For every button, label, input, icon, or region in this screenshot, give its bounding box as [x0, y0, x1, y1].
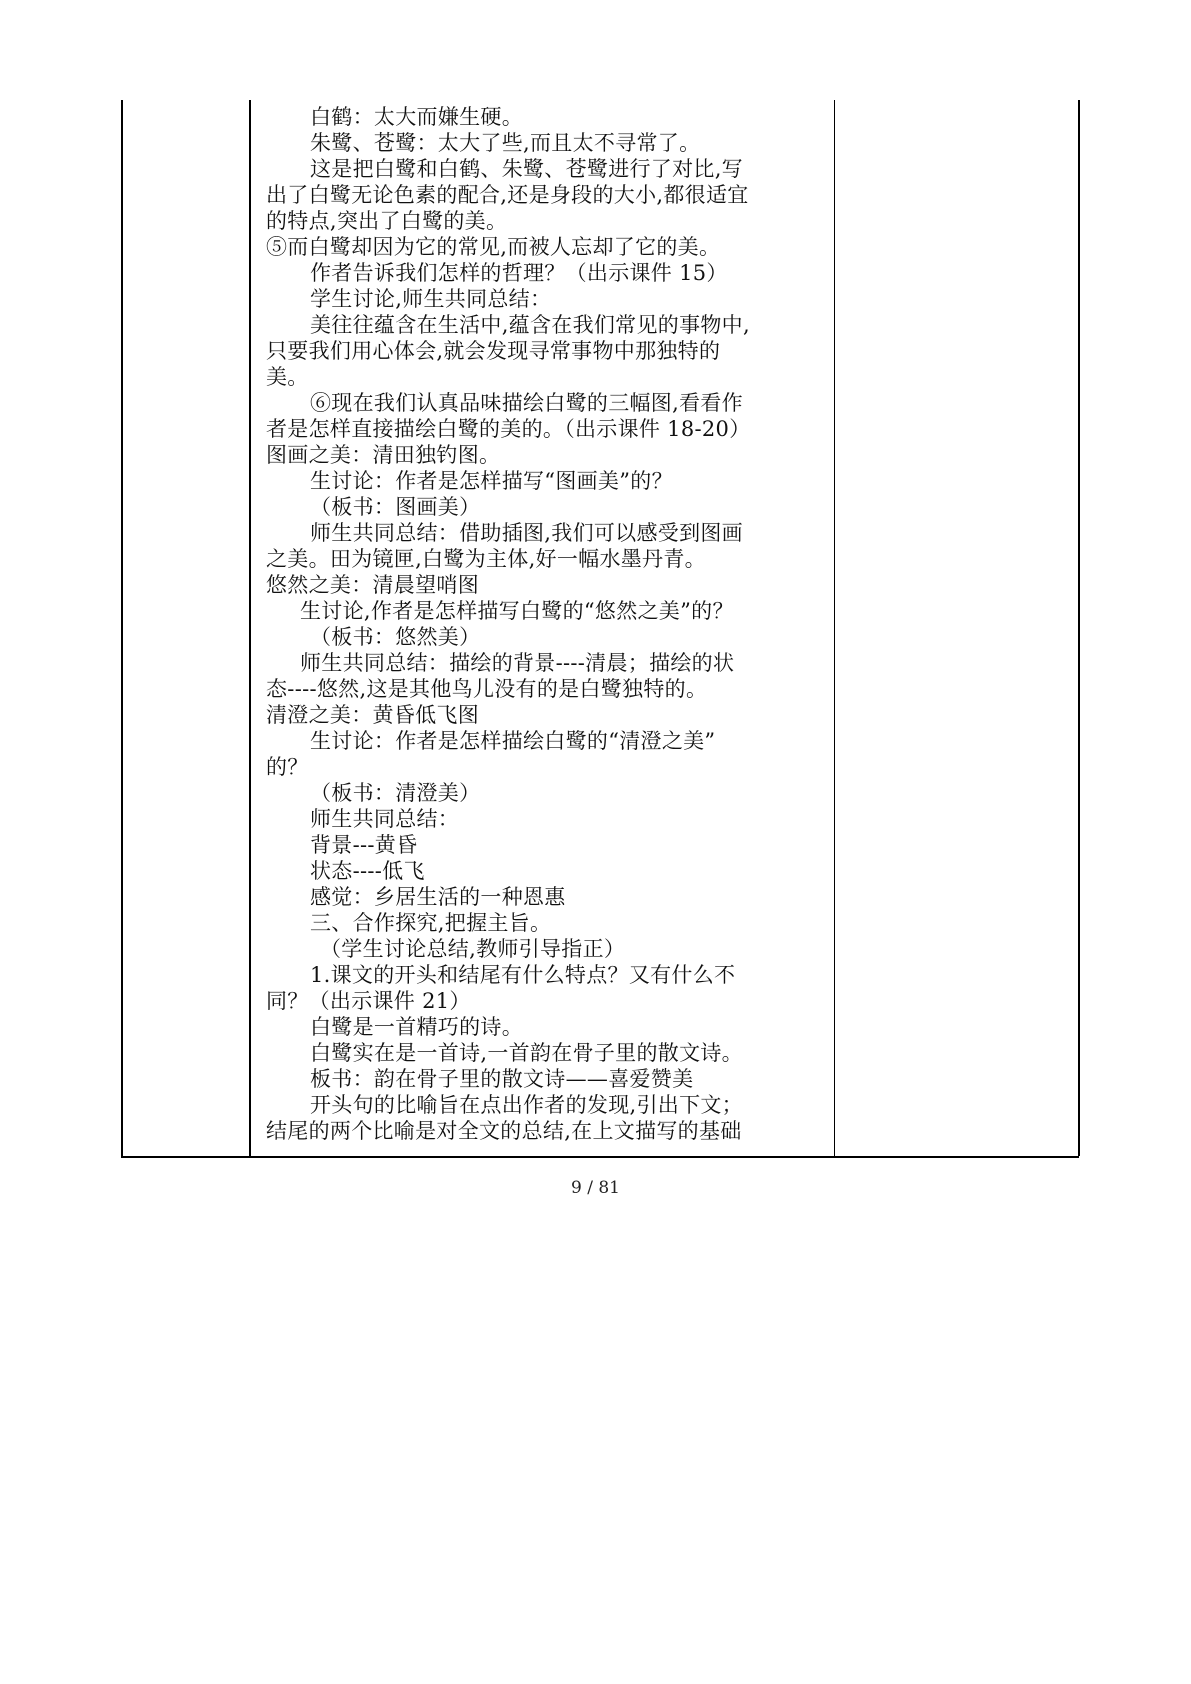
- text-line: 之美。田为镜匣,白鹭为主体,好一幅水墨丹青。: [266, 547, 706, 571]
- text-line: 师生共同总结：描绘的背景----清晨；描绘的状: [300, 651, 735, 675]
- text-line: 三、合作探究,把握主旨。: [310, 911, 552, 935]
- text-line: 朱鹭、苍鹭：太大了些,而且太不寻常了。: [310, 131, 701, 155]
- text-line: 开头句的比喻旨在点出作者的发现,引出下文；: [310, 1093, 743, 1117]
- text-line: 板书：韵在骨子里的散文诗——喜爱赞美: [310, 1067, 694, 1091]
- text-line: 生讨论：作者是怎样描绘白鹭的“清澄之美”: [310, 729, 716, 753]
- text-line: 这是把白鹭和白鹤、朱鹭、苍鹭进行了对比,写: [310, 157, 743, 181]
- table-divider-2: [834, 100, 835, 1156]
- text-line: 悠然之美：清晨望哨图: [266, 573, 479, 597]
- text-line: 只要我们用心体会,就会发现寻常事物中那独特的: [266, 339, 721, 363]
- text-line: （板书：图画美）: [310, 495, 481, 519]
- text-line: （板书：悠然美）: [310, 625, 481, 649]
- page-number: 9 / 81: [571, 1178, 620, 1198]
- text-line: 同？（出示课件 21）: [266, 989, 471, 1013]
- text-line: 生讨论,作者是怎样描写白鹭的“悠然之美”的？: [300, 599, 734, 623]
- text-line: 白鹤：太大而嫌生硬。: [310, 105, 523, 129]
- text-line: ⑤而白鹭却因为它的常见,而被人忘却了它的美。: [266, 235, 721, 259]
- text-line: ⑥现在我们认真品味描绘白鹭的三幅图,看看作: [310, 391, 743, 415]
- text-line: 师生共同总结：借助插图,我们可以感受到图画: [310, 521, 743, 545]
- text-line: 美往往蕴含在生活中,蕴含在我们常见的事物中,: [310, 313, 750, 337]
- text-line: 白鹭是一首精巧的诗。: [310, 1015, 523, 1039]
- text-line: 者是怎样直接描绘白鹭的美的。（出示课件 18-20）: [266, 417, 751, 441]
- text-line: 生讨论：作者是怎样描写“图画美”的？: [310, 469, 673, 493]
- text-line: 学生讨论,师生共同总结：: [310, 287, 552, 311]
- text-line: 背景---黄昏: [310, 833, 418, 857]
- text-line: 状态----低飞: [310, 859, 425, 883]
- text-line: 态----悠然,这是其他鸟儿没有的是白鹭独特的。: [266, 677, 708, 701]
- text-line: 感觉：乡居生活的一种恩惠: [310, 885, 566, 909]
- table-border-right: [1078, 100, 1080, 1156]
- table-divider-1: [249, 100, 251, 1156]
- text-line: （学生讨论总结,教师引导指正）: [320, 937, 626, 961]
- text-line: 的特点,突出了白鹭的美。: [266, 209, 508, 233]
- table-border-left: [121, 100, 123, 1156]
- text-line: 清澄之美：黄昏低飞图: [266, 703, 479, 727]
- text-line: 图画之美：清田独钓图。: [266, 443, 501, 467]
- text-line: 白鹭实在是一首诗,一首韵在骨子里的散文诗。: [310, 1041, 743, 1065]
- text-line: 的？: [266, 755, 309, 779]
- text-line: 出了白鹭无论色素的配合,还是身段的大小,都很适宜: [266, 183, 749, 207]
- text-line: 师生共同总结：: [310, 807, 460, 831]
- text-line: 1.课文的开头和结尾有什么特点？又有什么不: [310, 963, 736, 987]
- text-line: （板书：清澄美）: [310, 781, 481, 805]
- text-line: 结尾的两个比喻是对全文的总结,在上文描写的基础: [266, 1119, 742, 1143]
- text-line: 美。: [266, 365, 309, 389]
- text-line: 作者告诉我们怎样的哲理？（出示课件 15）: [310, 261, 728, 285]
